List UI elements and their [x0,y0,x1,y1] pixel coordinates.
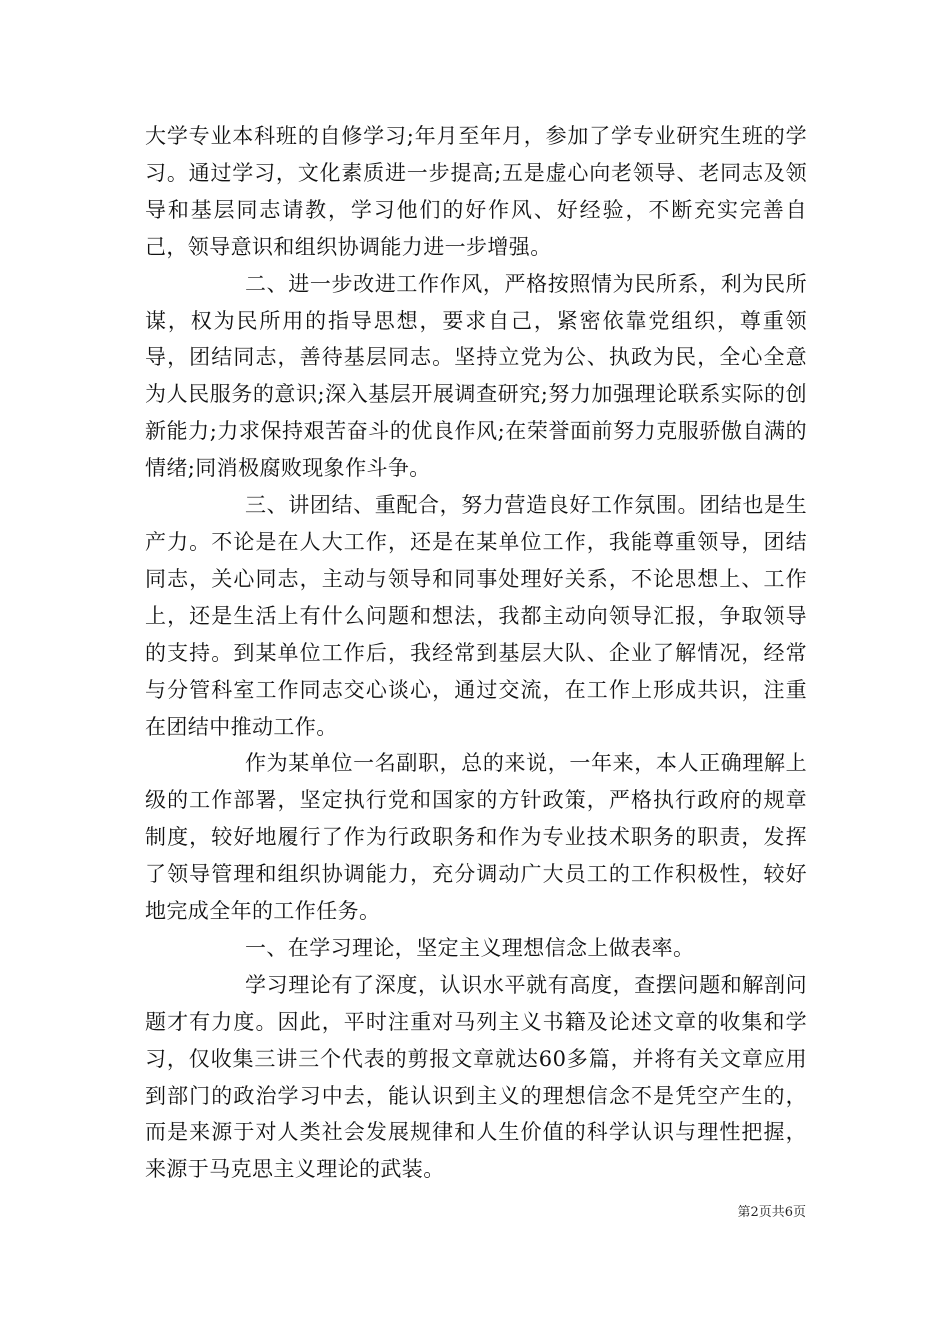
paragraph-1: 大学专业本科班的自修学习;年月至年月，参加了学专业研究生班的学习。通过学习，文化素质进一步提高;五是虚心向老领导、老同志及领导和基层同志请教，学习他们的好作风、好经验，不断充实完善自己，领导意识和组织协调能力进一步增强。 [145,124,807,259]
paragraph-2: 二、进一步改进工作作风，严格按照情为民所系，利为民所谋，权为民所用的指导思想，要求自己，紧密依靠党组织，尊重领导，团结同志，善待基层同志。坚持立党为公、执政为民，全心全意为人民服务的意识;深入基层开展调查研究;努力加强理论联系实际的创新能力;力求保持艰苦奋斗的优良作风;在荣誉面前努力克服骄傲自满的情绪;同消极腐败现象作斗争。 [145,271,807,481]
document-body [145,118,807,1188]
paragraph-4: 作为某单位一名副职，总的来说，一年来，本人正确理解上级的工作部署，坚定执行党和国家的方针政策，严格执行政府的规章制度，较好地履行了作为行政职务和作为专业技术职务的职责，发挥了领导管理和组织协调能力，充分调动广大员工的工作积极性，较好地完成全年的工作任务。 [145,751,807,924]
page-number-footer: 第2页共6页 [737,1205,806,1220]
paragraph-6: 学习理论有了深度，认识水平就有高度，查摆问题和解剖问题才有力度。因此，平时注重对马列主义书籍及论述文章的收集和学习，仅收集三讲三个代表的剪报文章就达60多篇，并将有关文章应用到部门的政治学习中去，能认识到主义的理想信念不是凭空产生的，而是来源于对人类社会发展规律和人生价值的科学认识与理性把握，来源于马克思主义理论的武装。 [145,972,807,1182]
paragraph-3: 三、讲团结、重配合，努力营造良好工作氛围。团结也是生产力。不论是在人大工作，还是在某单位工作，我能尊重领导，团结同志，关心同志，主动与领导和同事处理好关系，不论思想上、工作上，还是生活上有什么问题和想法，我都主动向领导汇报，争取领导的支持。到某单位工作后，我经常到基层大队、企业了解情况，经常与分管科室工作同志交心谈心，通过交流，在工作上形成共识，注重在团结中推动工作。 [145,493,807,739]
paragraph-5: 一、在学习理论，坚定主义理想信念上做表率。 [245,935,695,960]
